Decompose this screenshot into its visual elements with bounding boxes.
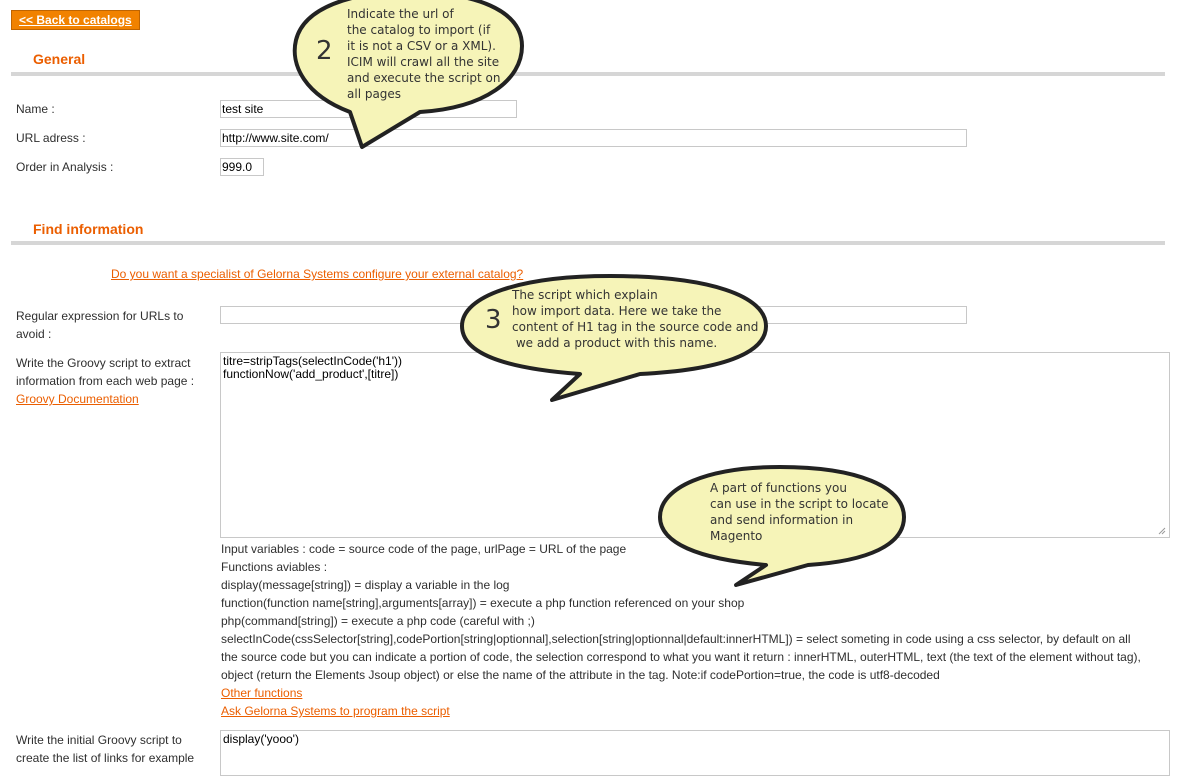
find-information-section-title: Find information <box>33 221 144 237</box>
callout-number: 3 <box>485 305 502 335</box>
order-input[interactable] <box>220 158 264 176</box>
callout-text: Indicate the url of the catalog to import (if it is not a CSV or a XML). ICIM will crawl all the site and execute the script on all pages <box>347 7 501 101</box>
callout-functions <box>658 463 908 588</box>
back-to-catalogs-button[interactable]: << Back to catalogs <box>11 10 140 30</box>
groovy-script-label <box>16 354 211 408</box>
other-functions-link[interactable]: Other functions <box>221 686 303 700</box>
find-information-divider <box>11 241 1165 245</box>
general-divider <box>11 72 1165 76</box>
order-label: Order in Analysis : <box>16 160 114 174</box>
url-label: URL adress : <box>16 131 86 145</box>
help-line: php(command[string]) = execute a php code (careful with ;) <box>221 614 535 628</box>
ask-gelorna-link[interactable]: Ask Gelorna Systems to program the script <box>221 704 450 718</box>
resize-grip-icon[interactable] <box>1158 527 1166 535</box>
general-section-title: General <box>33 51 86 67</box>
callout-script <box>460 270 770 405</box>
specialist-link[interactable]: Do you want a specialist of Gelorna Systems configure your external catalog? <box>111 267 524 281</box>
help-line: Functions aviables : <box>221 560 328 574</box>
initial-script-label: Write the initial Groovy script to create the list of links for example <box>16 733 195 765</box>
groovy-documentation-link[interactable]: Groovy Documentation <box>16 392 139 406</box>
callout-text: A part of functions you can use in the script to locate and send information in Magento <box>710 481 889 543</box>
help-line: function(function name[string],arguments[array]) = execute a php function referenced on your shop <box>221 596 745 610</box>
help-line: object (return the Elements Jsoup object) or else the name of the attribute in the tag. Note:if codePortion=true, the code is utf8-decoded <box>221 668 940 682</box>
help-line: the source code but you can indicate a portion of code, the selection correspond to what you want it return : innerHTML, outerHTML, text (the text of the element without tag), <box>221 650 1141 664</box>
initial-script-textarea[interactable] <box>220 730 1170 776</box>
groovy-script-label-text: Write the Groovy script to extract information from each web page : <box>16 356 195 388</box>
help-line: Input variables : code = source code of the page, urlPage = URL of the page <box>221 542 627 556</box>
help-line: display(message[string]) = display a variable in the log <box>221 578 510 592</box>
callout-url <box>290 0 530 150</box>
callout-text: The script which explain how import data. Here we take the content of H1 tag in the source code and we add a product with this name. <box>512 288 759 350</box>
callout-number: 2 <box>316 36 333 66</box>
name-label: Name : <box>16 102 55 116</box>
help-line: selectInCode(cssSelector[string],codePortion[string|optionnal],selection[string|optionnal|default:innerHTML]) = select someting in code using a css selector, by default on all <box>221 632 1131 646</box>
regex-label: Regular expression for URLs to avoid : <box>16 309 184 341</box>
